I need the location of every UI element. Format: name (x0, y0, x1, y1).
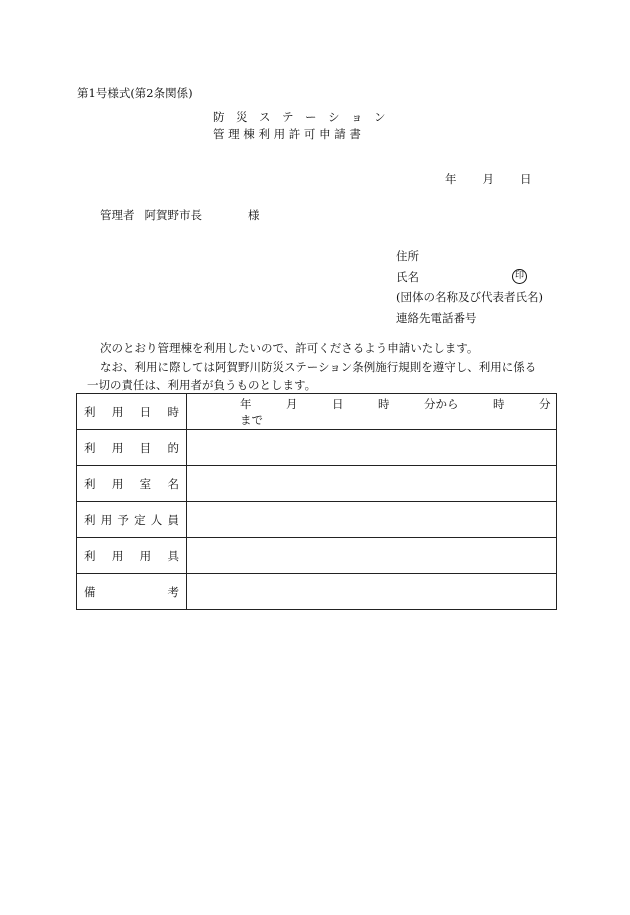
table-row (77, 538, 557, 574)
applicant-name-label: 氏名 (396, 269, 419, 284)
applicant-address-label: 住所 (396, 249, 419, 263)
table-row (77, 502, 557, 538)
addressee-honorific: 様 (248, 208, 260, 222)
form-number: 第1号様式(第2条関係) (77, 86, 193, 100)
table-row (77, 394, 557, 430)
seal-mark-icon: 印 (512, 269, 527, 284)
date-line (445, 171, 532, 187)
table-row (77, 574, 557, 610)
document-title-line2: 管 理 棟 利 用 許 可 申 請 書 (213, 127, 361, 141)
date-day-label: 日 (520, 172, 532, 186)
row-label: 利用日時 (77, 394, 187, 430)
row-label: 備考 (77, 574, 187, 610)
addressee-name: 阿賀野市長 (144, 208, 202, 222)
usage-purpose-field[interactable] (187, 430, 557, 466)
applicant-block (396, 246, 543, 328)
remarks-field[interactable] (187, 574, 557, 610)
date-year-label: 年 (445, 172, 457, 186)
applicant-name-row (396, 267, 543, 288)
row-label: 利用目的 (77, 430, 187, 466)
table-row (77, 430, 557, 466)
document-title-line1: 防 災 ス テ ー シ ョ ン (213, 110, 386, 124)
table-row (77, 466, 557, 502)
row-label: 利用予定人員 (77, 502, 187, 538)
usage-datetime-field[interactable]: 年 月 日 時 分から 時 分まで (187, 394, 557, 430)
body-paragraph-2-line-1: なお、利用に際しては阿賀野川防災ステーション条例施行規則を遵守し、利用に係る (100, 359, 537, 374)
addressee (100, 207, 260, 223)
applicant-org-note: (団体の名称及び代表者氏名) (396, 290, 543, 304)
date-month-label: 月 (482, 172, 494, 186)
request-body-text (77, 339, 557, 395)
row-label: 利用用具 (77, 538, 187, 574)
applicant-phone-label: 連絡先電話番号 (396, 310, 477, 325)
planned-attendees-field[interactable] (187, 502, 557, 538)
equipment-field[interactable] (187, 538, 557, 574)
body-paragraph-1: 次のとおり管理棟を利用したいので、許可くださるよう申請いたします。 (100, 341, 479, 355)
room-name-field[interactable] (187, 466, 557, 502)
row-label: 利用室名 (77, 466, 187, 502)
application-table (76, 393, 557, 610)
body-paragraph-2-line-2: 一切の責任は、利用者が負うものとします。 (87, 378, 317, 392)
addressee-role: 管理者 (100, 208, 135, 222)
